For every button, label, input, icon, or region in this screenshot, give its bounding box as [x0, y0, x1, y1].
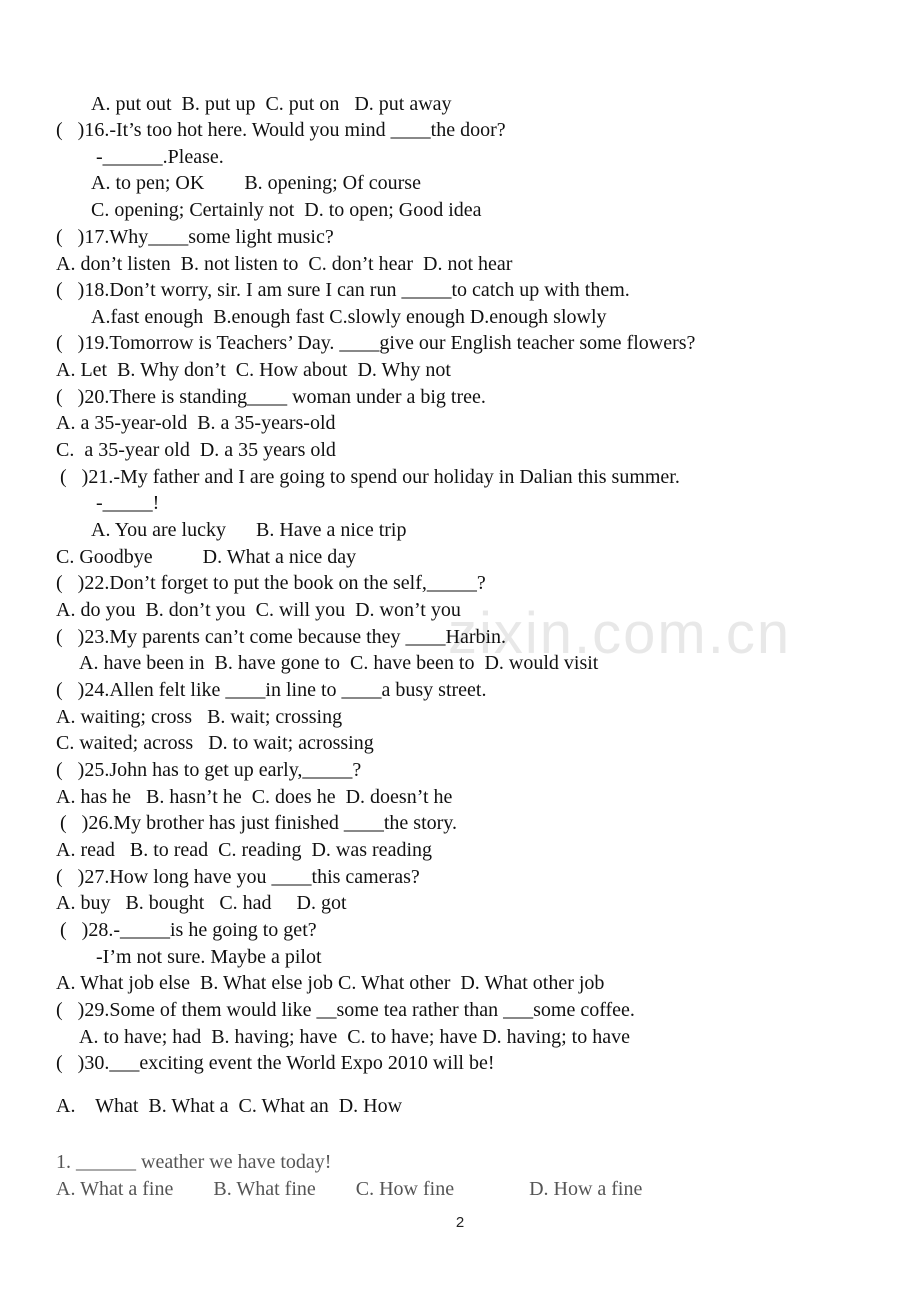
text-line: A. have been in B. have gone to C. have been to D. would visit	[79, 652, 599, 674]
text-line: A.fast enough B.enough fast C.slowly enough D.enough slowly	[91, 306, 607, 328]
text-line: A. do you B. don’t you C. will you D. won’t you	[56, 599, 461, 621]
text-line: ( )25.John has to get up early,_____?	[56, 759, 362, 781]
text-line: ( )27.How long have you ____this cameras?	[56, 866, 420, 888]
text-line: ( )28.-_____is he going to get?	[60, 919, 317, 941]
watermark: zixin.com.cn	[448, 601, 792, 666]
text-line: -_____!	[96, 492, 160, 514]
text-line: ( )16.-It’s too hot here. Would you mind ____the door?	[56, 119, 506, 141]
text-line: 1. ______ weather we have today!	[56, 1151, 332, 1173]
text-line: A. read B. to read C. reading D. was reading	[56, 839, 432, 861]
text-line: A. a 35-year-old B. a 35-years-old	[56, 412, 336, 434]
text-line: -I’m not sure. Maybe a pilot	[96, 946, 322, 968]
text-line: A. Let B. Why don’t C. How about D. Why not	[56, 359, 451, 381]
text-line: -______.Please.	[96, 146, 224, 168]
text-line: A. What a fine B. What fine C. How fine D. How a fine	[56, 1178, 643, 1200]
text-line: A. to have; had B. having; have C. to have; have D. having; to have	[79, 1026, 630, 1048]
text-line: ( )20.There is standing____ woman under a big tree.	[56, 386, 486, 408]
text-line: A. You are lucky B. Have a nice trip	[91, 519, 407, 541]
text-line: ( )26.My brother has just finished ____the story.	[60, 812, 457, 834]
text-line: ( )29.Some of them would like __some tea rather than ___some coffee.	[56, 999, 635, 1021]
text-line: A. put out B. put up C. put on D. put away	[91, 93, 452, 115]
text-line: C. waited; across D. to wait; acrossing	[56, 732, 374, 754]
text-line: C. a 35-year old D. a 35 years old	[56, 439, 336, 461]
text-line: A. waiting; cross B. wait; crossing	[56, 706, 343, 728]
text-line: ( )18.Don’t worry, sir. I am sure I can run _____to catch up with them.	[56, 279, 630, 301]
text-line: ( )22.Don’t forget to put the book on the self,_____?	[56, 572, 486, 594]
text-line: ( )30.___exciting event the World Expo 2010 will be!	[56, 1052, 495, 1074]
text-line: A. to pen; OK B. opening; Of course	[91, 172, 421, 194]
text-line: A. has he B. hasn’t he C. does he D. doesn’t he	[56, 786, 453, 808]
text-line: ( )19.Tomorrow is Teachers’ Day. ____give our English teacher some flowers?	[56, 332, 696, 354]
text-line: A. What B. What a C. What an D. How	[56, 1095, 403, 1117]
text-line: C. opening; Certainly not D. to open; Good idea	[91, 199, 482, 221]
text-line: A. What job else B. What else job C. What other D. What other job	[56, 972, 605, 994]
text-line: ( )17.Why____some light music?	[56, 226, 334, 248]
text-line: ( )24.Allen felt like ____in line to ____a busy street.	[56, 679, 487, 701]
page-number: 2	[455, 1214, 465, 1231]
text-line: C. Goodbye D. What a nice day	[56, 546, 357, 568]
text-line: ( )21.-My father and I are going to spend our holiday in Dalian this summer.	[60, 466, 680, 488]
text-line: A. don’t listen B. not listen to C. don’t hear D. not hear	[56, 253, 513, 275]
text-line: A. buy B. bought C. had D. got	[56, 892, 347, 914]
text-line: ( )23.My parents can’t come because they ____Harbin.	[56, 626, 507, 648]
